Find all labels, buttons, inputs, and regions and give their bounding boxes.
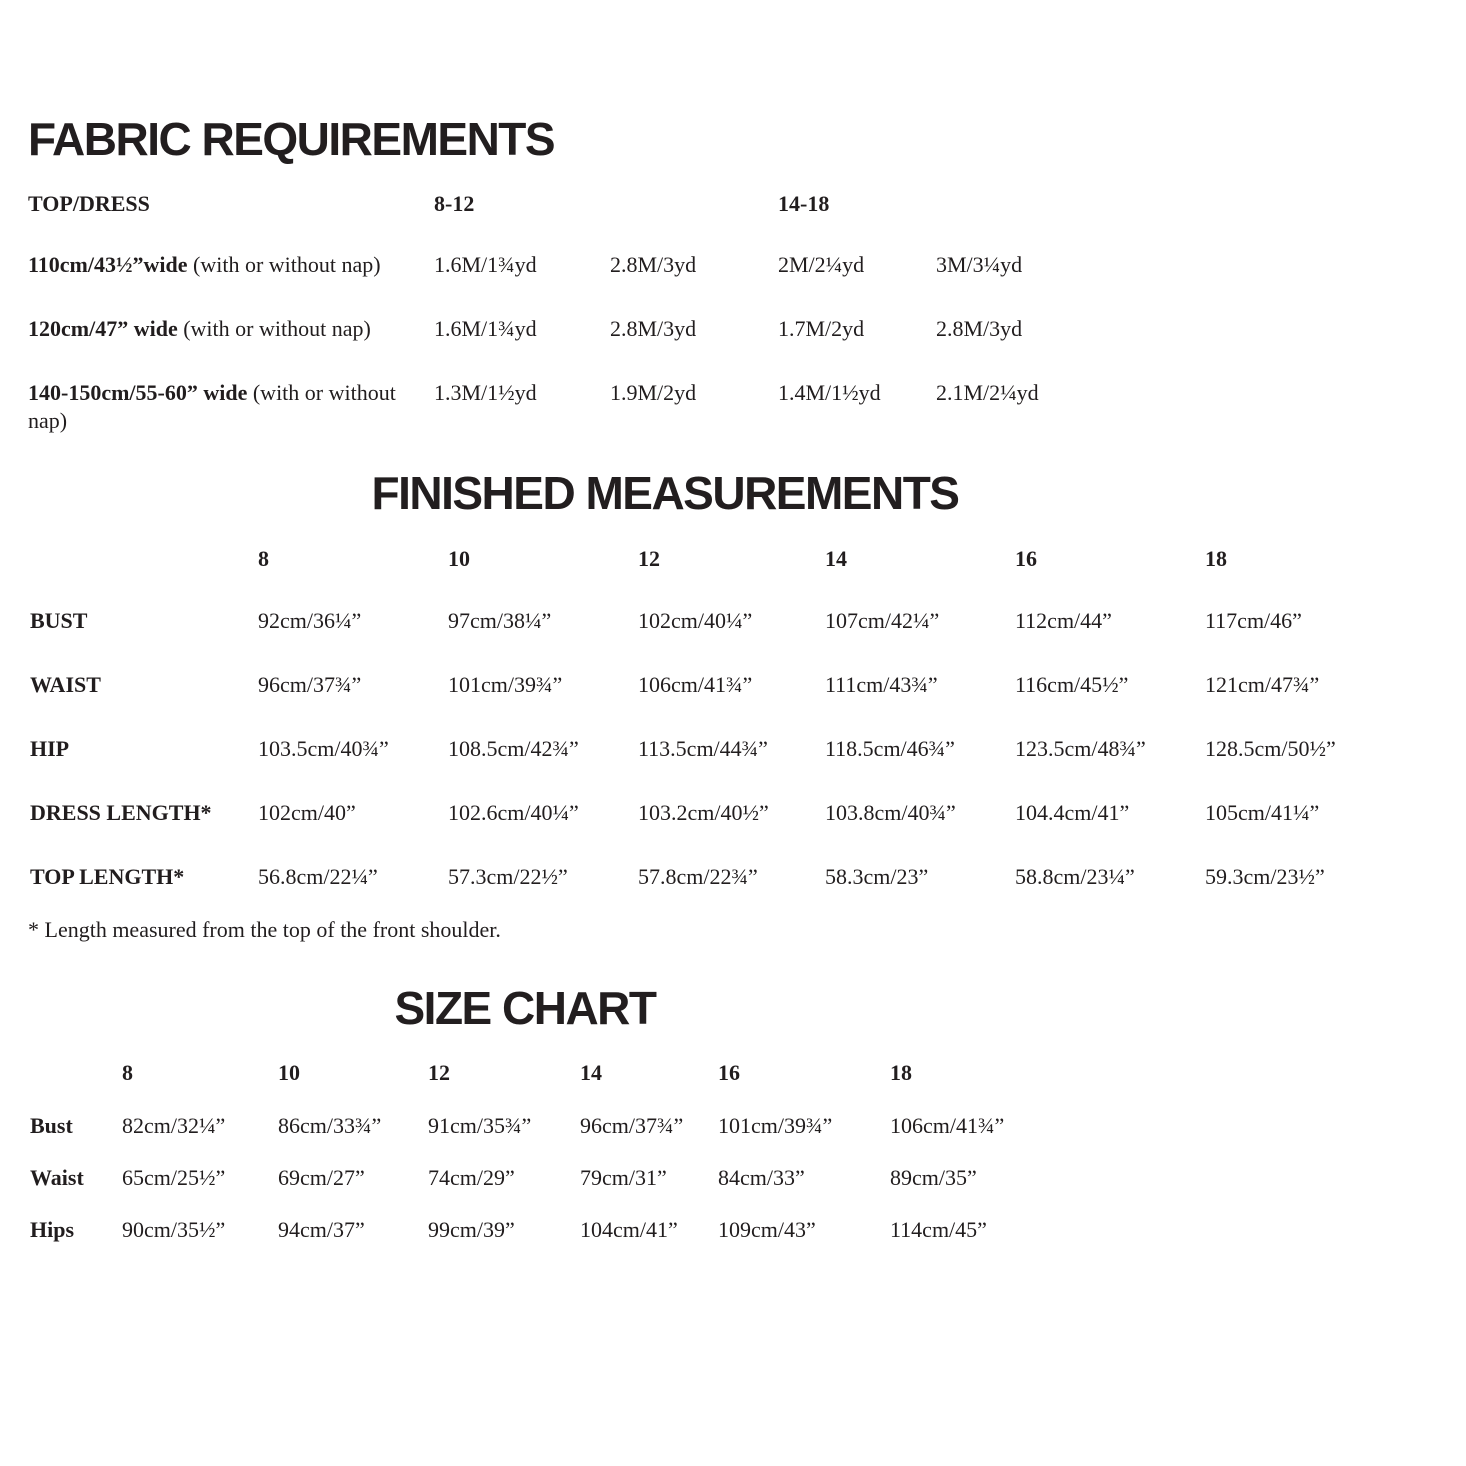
- finished-row-bust: [30, 607, 1466, 635]
- fabric-value: 2.8M/3yd: [610, 252, 697, 277]
- finished-value: 102.6cm/40¼”: [448, 800, 579, 825]
- finished-value: 107cm/42¼”: [825, 608, 940, 633]
- finished-value: 102cm/40”: [258, 800, 356, 825]
- fabric-row-140-150cm: [28, 379, 1466, 435]
- fabric-value: 2M/2¼yd: [778, 252, 865, 277]
- finished-value: 117cm/46”: [1205, 608, 1302, 633]
- size-chart-row-label: Hips: [30, 1217, 75, 1242]
- finished-size-header: 16: [1015, 546, 1037, 571]
- finished-value: 58.8cm/23¼”: [1015, 864, 1135, 889]
- finished-value: 103.2cm/40½”: [638, 800, 769, 825]
- fabric-value: 2.1M/2¼yd: [936, 380, 1039, 405]
- fabric-header-row-label: TOP/DRESS: [28, 191, 150, 216]
- fabric-value: 1.9M/2yd: [610, 380, 697, 405]
- finished-value: 92cm/36¼”: [258, 608, 362, 633]
- size-chart-value: 74cm/29”: [428, 1165, 515, 1190]
- finished-value: 105cm/41¼”: [1205, 800, 1320, 825]
- size-chart-value: 114cm/45”: [890, 1217, 987, 1242]
- size-chart-size-header: 10: [278, 1060, 300, 1085]
- size-chart-row-label: Bust: [30, 1113, 73, 1138]
- finished-value: 103.5cm/40¾”: [258, 736, 389, 761]
- fabric-nap-note: (with or without nap): [28, 380, 396, 433]
- size-chart-size-header: 12: [428, 1060, 450, 1085]
- size-chart-value: 89cm/35”: [890, 1165, 977, 1190]
- finished-value: 112cm/44”: [1015, 608, 1112, 633]
- fabric-nap-note: (with or without nap): [183, 316, 371, 341]
- finished-row-label: DRESS LENGTH*: [30, 800, 212, 825]
- finished-row-dress-length: [30, 799, 1466, 827]
- finished-value: 57.3cm/22½”: [448, 864, 568, 889]
- size-chart-size-header: 18: [890, 1060, 912, 1085]
- finished-value: 58.3cm/23”: [825, 864, 929, 889]
- fabric-value: 2.8M/3yd: [936, 316, 1023, 341]
- size-chart-value: 84cm/33”: [718, 1165, 805, 1190]
- finished-row-hip: [30, 735, 1466, 763]
- finished-value: 59.3cm/23½”: [1205, 864, 1325, 889]
- finished-row-label: BUST: [30, 608, 88, 633]
- size-chart-header-spacer: [30, 1059, 122, 1087]
- size-chart-header-row: [30, 1059, 1466, 1087]
- fabric-nap-note: (with or without nap): [193, 252, 381, 277]
- size-chart-title: SIZE CHART: [394, 982, 656, 1034]
- size-chart-value: 106cm/41¾”: [890, 1113, 1005, 1138]
- finished-value: 121cm/47¾”: [1205, 672, 1320, 697]
- size-chart-value: 90cm/35½”: [122, 1217, 226, 1242]
- size-chart-row-hips: [30, 1216, 1466, 1244]
- fabric-value: 1.6M/1¾yd: [434, 316, 537, 341]
- finished-row-top-length: [30, 863, 1466, 891]
- finished-value: 104.4cm/41”: [1015, 800, 1130, 825]
- size-chart-value: 86cm/33¾”: [278, 1113, 382, 1138]
- fabric-header-size-group-8-12: 8-12: [434, 191, 475, 216]
- fabric-width-label: 140-150cm/55-60” wide: [28, 380, 248, 405]
- fabric-row-label: [28, 379, 434, 435]
- fabric-width-label: 110cm/43½”wide: [28, 252, 188, 277]
- finished-value: 118.5cm/46¾”: [825, 736, 955, 761]
- finished-value: 106cm/41¾”: [638, 672, 753, 697]
- size-chart-size-header: 8: [122, 1060, 133, 1085]
- finished-value: 103.8cm/40¾”: [825, 800, 956, 825]
- size-chart-value: 109cm/43”: [718, 1217, 816, 1242]
- length-footnote: * Length measured from the top of the front shoulder.: [28, 917, 501, 942]
- fabric-value: 2.8M/3yd: [610, 316, 697, 341]
- fabric-value: 3M/3¼yd: [936, 252, 1023, 277]
- finished-row-label: WAIST: [30, 672, 101, 697]
- fabric-row-110cm: [28, 251, 1466, 279]
- size-chart-row-bust: [30, 1112, 1466, 1140]
- finished-value: 111cm/43¾”: [825, 672, 938, 697]
- finished-value: 108.5cm/42¾”: [448, 736, 579, 761]
- finished-row-label: TOP LENGTH*: [30, 864, 185, 889]
- finished-value: 57.8cm/22¾”: [638, 864, 758, 889]
- fabric-value: 1.3M/1½yd: [434, 380, 537, 405]
- size-chart-value: 82cm/32¼”: [122, 1113, 226, 1138]
- finished-value: 101cm/39¾”: [448, 672, 563, 697]
- finished-size-header: 18: [1205, 546, 1227, 571]
- size-chart-value: 104cm/41”: [580, 1217, 678, 1242]
- finished-value: 102cm/40¼”: [638, 608, 753, 633]
- fabric-row-label: [28, 251, 434, 279]
- finished-value: 113.5cm/44¾”: [638, 736, 768, 761]
- finished-header-row: [30, 545, 1466, 573]
- size-chart-size-header: 16: [718, 1060, 740, 1085]
- fabric-header-size-group-14-18: 14-18: [778, 191, 830, 216]
- finished-row-waist: [30, 671, 1466, 699]
- size-chart-value: 99cm/39”: [428, 1217, 515, 1242]
- fabric-requirements-title: FABRIC REQUIREMENTS: [28, 113, 555, 165]
- finished-value: 116cm/45½”: [1015, 672, 1129, 697]
- size-chart-value: 69cm/27”: [278, 1165, 365, 1190]
- size-chart-value: 65cm/25½”: [122, 1165, 226, 1190]
- size-chart-value: 79cm/31”: [580, 1165, 667, 1190]
- fabric-width-label: 120cm/47” wide: [28, 316, 178, 341]
- size-chart-size-header: 14: [580, 1060, 602, 1085]
- size-chart-value: 101cm/39¾”: [718, 1113, 833, 1138]
- finished-size-header: 8: [258, 546, 269, 571]
- finished-value: 97cm/38¼”: [448, 608, 552, 633]
- finished-value: 128.5cm/50½”: [1205, 736, 1336, 761]
- size-chart-row-label: Waist: [30, 1165, 84, 1190]
- fabric-header-row: [28, 190, 1466, 218]
- size-chart-value: 94cm/37”: [278, 1217, 365, 1242]
- finished-header-spacer: [30, 545, 258, 573]
- finished-size-header: 12: [638, 546, 660, 571]
- fabric-value: 1.4M/1½yd: [778, 380, 881, 405]
- fabric-value: 1.7M/2yd: [778, 316, 865, 341]
- finished-value: 96cm/37¾”: [258, 672, 362, 697]
- size-chart-value: 91cm/35¾”: [428, 1113, 532, 1138]
- fabric-row-label: [28, 315, 434, 343]
- fabric-value: 1.6M/1¾yd: [434, 252, 537, 277]
- size-chart-row-waist: [30, 1164, 1466, 1192]
- finished-row-label: HIP: [30, 736, 70, 761]
- finished-size-header: 14: [825, 546, 847, 571]
- finished-value: 123.5cm/48¾”: [1015, 736, 1146, 761]
- finished-size-header: 10: [448, 546, 470, 571]
- finished-value: 56.8cm/22¼”: [258, 864, 378, 889]
- fabric-row-120cm: [28, 315, 1466, 343]
- finished-measurements-title: FINISHED MEASUREMENTS: [371, 467, 959, 519]
- size-chart-value: 96cm/37¾”: [580, 1113, 684, 1138]
